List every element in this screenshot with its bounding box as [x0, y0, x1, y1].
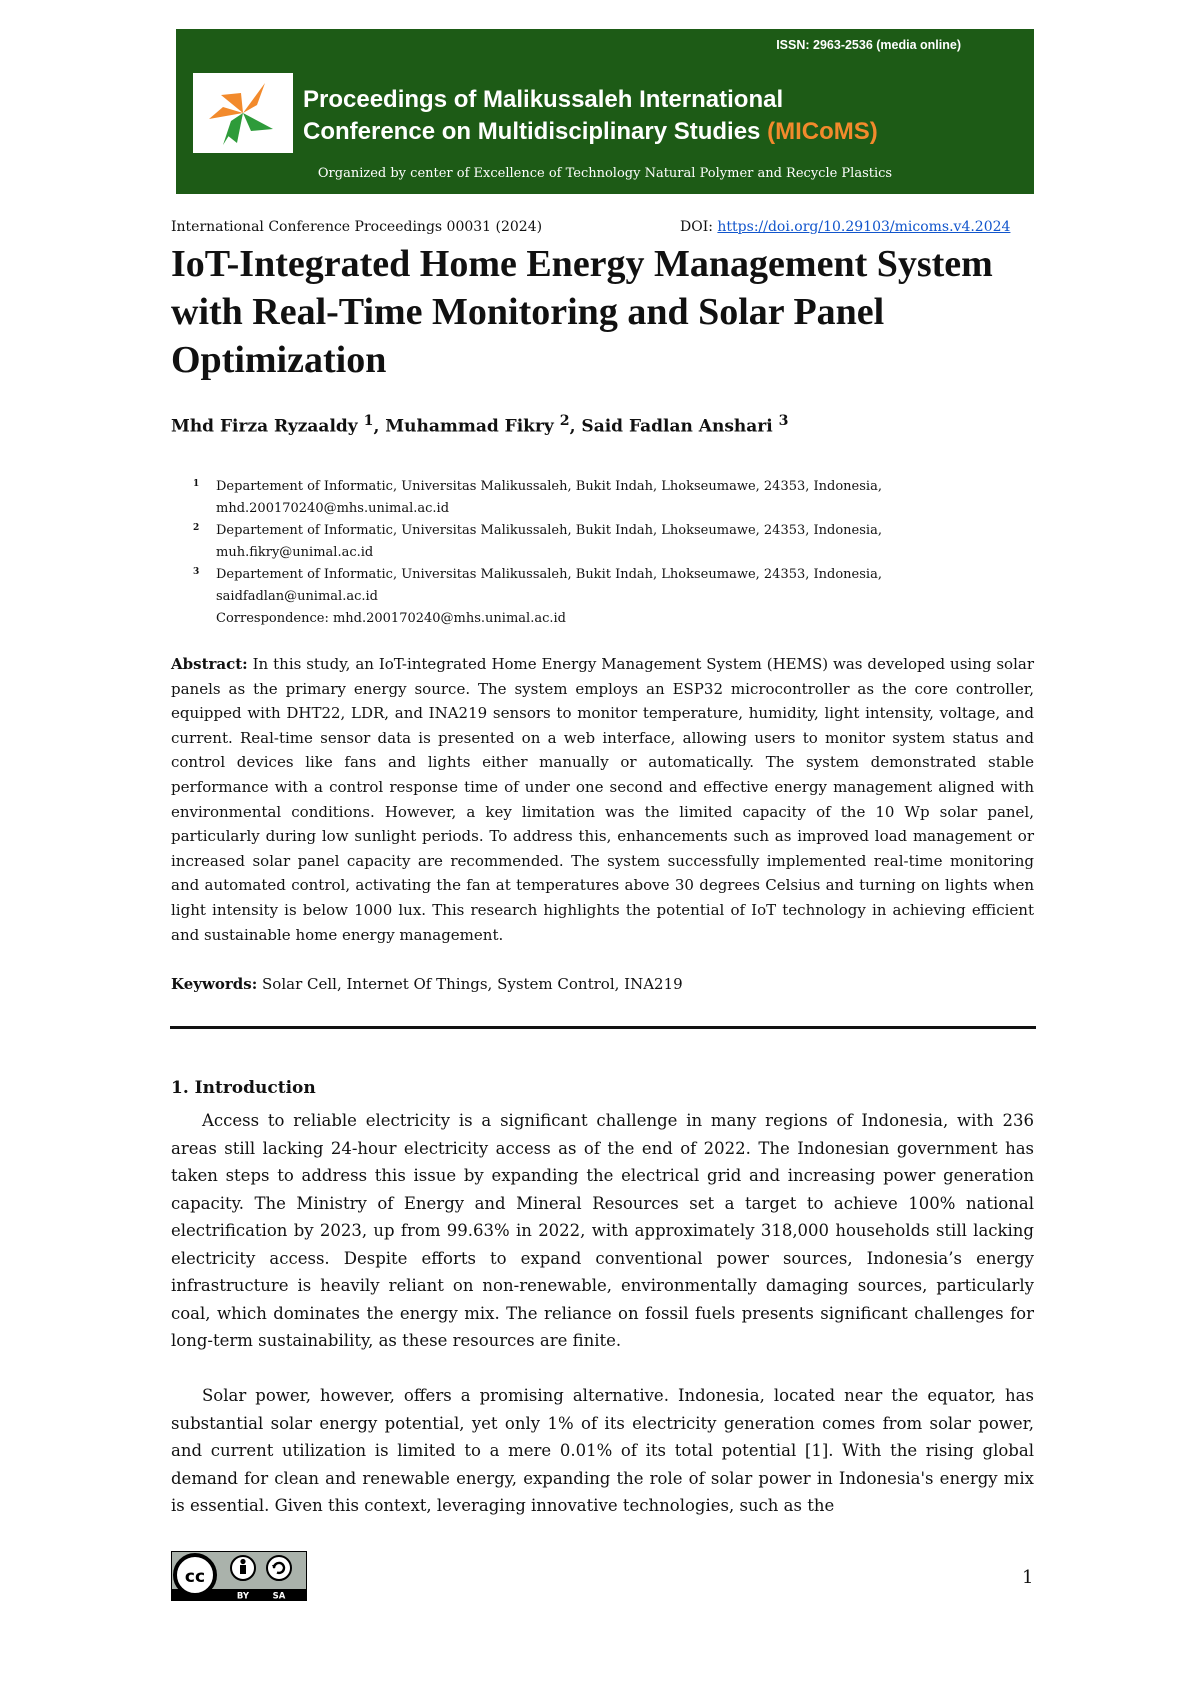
journal-title-line-2	[303, 116, 878, 148]
author-name: Mhd Firza Ryzaaldy	[171, 416, 358, 437]
affiliation-list	[193, 476, 983, 630]
paper-title-line: Optimization	[171, 339, 387, 381]
journal-organizer: Organized by center of Excellence of Technology Natural Polymer and Recycle Plastics	[317, 166, 893, 181]
affiliation-item	[193, 476, 983, 520]
affiliation-email: mhd.200170240@mhs.unimal.ac.id	[216, 501, 450, 516]
affiliation-number: 1	[193, 479, 200, 489]
body-paragraph: Solar power, however, offers a promising alternative. Indonesia, located near the equator, has substantial solar energy potential, yet only 1% of its electricity generation comes from solar power, and current utilization is limited to a mere 0.01% of its total potential [1]. With the rising global demand for clean and renewable energy, expanding the role of solar power in Indonesia's energy mix is essential. Given this context, leveraging innovative technologies, such as the	[171, 1386, 1034, 1515]
doi-line	[680, 219, 1010, 235]
journal-banner	[176, 29, 1034, 194]
proceedings-info: International Conference Proceedings 00031 (2024)	[171, 219, 543, 235]
keywords-text: Solar Cell, Internet Of Things, System Control, INA219	[257, 975, 683, 993]
paper-title	[171, 240, 1041, 384]
license-by-label: BY	[236, 1591, 250, 1601]
affiliation-email: muh.fikry@unimal.ac.id	[216, 545, 374, 560]
affiliation-number: 3	[193, 567, 200, 577]
section-divider	[170, 1026, 1036, 1029]
page-number: 1	[1022, 1567, 1034, 1588]
paper-title-line: with Real-Time Monitoring and Solar Panel	[171, 291, 885, 333]
creative-commons-icon	[171, 1551, 307, 1601]
affiliation-item	[193, 520, 983, 564]
journal-title-line-1: Proceedings of Malikussaleh International	[303, 86, 784, 113]
abstract	[171, 652, 1034, 947]
author-sup: 2	[559, 413, 570, 429]
author-name: Said Fadlan Anshari	[581, 416, 773, 437]
pinwheel-logo-icon	[193, 73, 293, 153]
affiliation-address: Departement of Informatic, Universitas Malikussaleh, Bukit Indah, Lhokseumawe, 24353, Indonesia,	[216, 479, 882, 494]
author-sup: 3	[778, 413, 789, 429]
affiliation-number: 2	[193, 523, 200, 533]
keywords	[171, 975, 683, 993]
abstract-text: In this study, an IoT-integrated Home Energy Management System (HEMS) was developed using solar panels as the primary energy source. The system employs an ESP32 microcontroller as the core controller, equipped with DHT22, LDR, and INA219 sensors to monitor temperature, humidity, light intensity, voltage, and current. Real-time sensor data is presented on a web interface, allowing users to monitor system status and control devices like fans and lights either manually or automatically. The system demonstrated stable performance with a control response time of under one second and effective energy management aligned with environmental conditions. However, a key limitation was the limited capacity of the 10 Wp solar panel, particularly during low sunlight periods. To address this, enhancements such as improved load management or increased solar panel capacity are recommended. The system successfully implemented real-time monitoring and automated control, activating the fan at temperatures above 30 degrees Celsius and turning on lights when light intensity is below 1000 lux. This research highlights the potential of IoT technology in achieving efficient and sustainable home energy management.	[171, 655, 1034, 944]
issn: ISSN: 2963-2536 (media online)	[776, 38, 961, 52]
journal-title-main: Conference on Multidisciplinary Studies	[303, 118, 768, 145]
journal-acronym: (MICoMS)	[767, 118, 878, 145]
doi-link[interactable]: https://doi.org/10.29103/micoms.v4.2024	[717, 219, 1011, 235]
svg-text:cc: cc	[184, 1567, 206, 1587]
author-sup: 1	[363, 413, 374, 429]
journal-title	[303, 84, 878, 148]
journal-logo	[193, 73, 293, 153]
author-list: Mhd Firza Ryzaaldy $^1$, Muhammad Fikry $^2$, Said Fadlan Anshari $^3$	[171, 413, 789, 437]
affiliation-email: saidfadlan@unimal.ac.id	[216, 589, 378, 604]
body-paragraph: Access to reliable electricity is a significant challenge in many regions of Indonesia, with 236 areas still lacking 24-hour electricity access as of the end of 2022. The Indonesian government has taken steps to address this issue by expanding the electrical grid and increasing power generation capacity. The Ministry of Energy and Mineral Resources set a target to achieve 100% national electrification by 2023, up from 99.63% in 2022, with approximately 318,000 households still lacking electricity access. Despite efforts to expand conventional power sources, Indonesia’s energy infrastructure is heavily reliant on non-renewable, environmentally damaging sources, particularly coal, which dominates the energy mix. The reliance on fossil fuels presents significant challenges for long-term sustainability, as these resources are finite.	[171, 1111, 1034, 1350]
section-heading: 1. Introduction	[171, 1078, 316, 1098]
license-sa-label: SA	[272, 1591, 286, 1601]
affiliation-address: Departement of Informatic, Universitas Malikussaleh, Bukit Indah, Lhokseumawe, 24353, Indonesia,	[216, 523, 882, 538]
abstract-label: Abstract:	[171, 655, 248, 673]
doi-label: DOI:	[680, 219, 718, 235]
author-name: Muhammad Fikry	[385, 416, 554, 437]
cc-by-sa-license-badge	[171, 1551, 307, 1601]
affiliation-item	[193, 564, 983, 630]
affiliation-address: Departement of Informatic, Universitas Malikussaleh, Bukit Indah, Lhokseumawe, 24353, Indonesia,	[216, 567, 882, 582]
paper-title-line: IoT-Integrated Home Energy Management System	[171, 243, 993, 285]
correspondence: Correspondence: mhd.200170240@mhs.unimal.ac.id	[216, 611, 566, 626]
keywords-label: Keywords:	[171, 975, 258, 993]
